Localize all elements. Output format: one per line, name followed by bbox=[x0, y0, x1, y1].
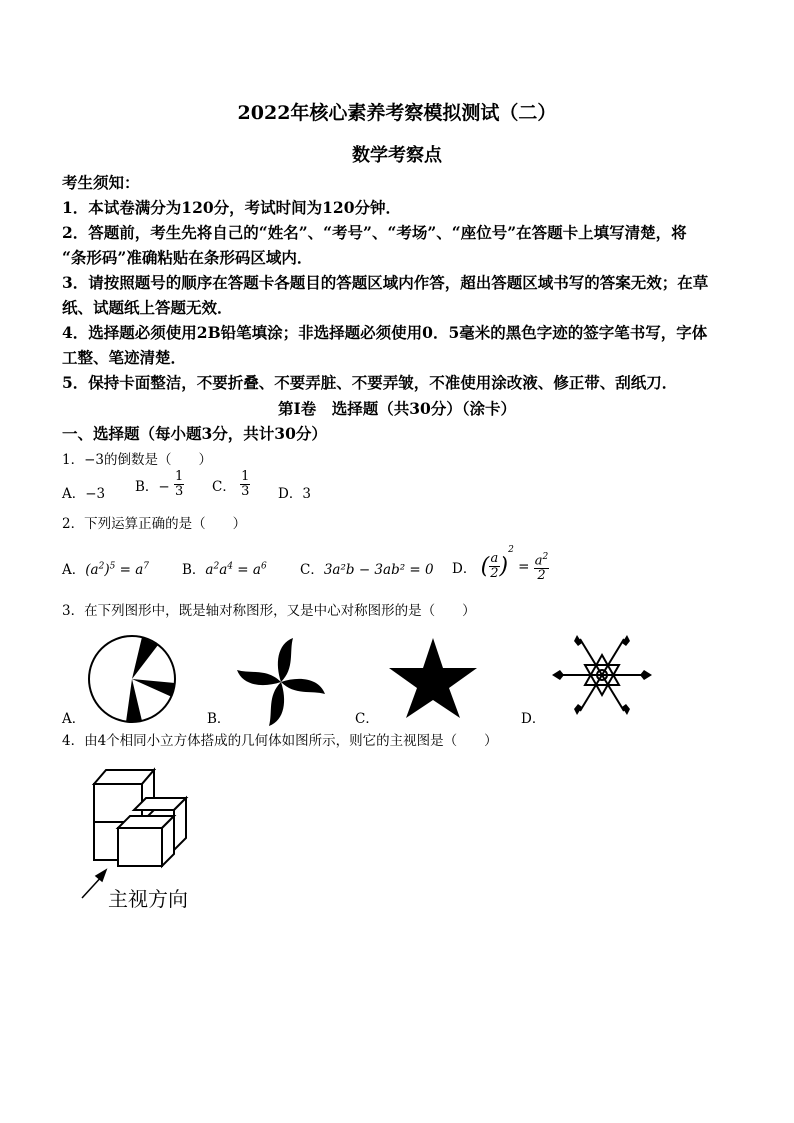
fraction-denominator: 3 bbox=[241, 484, 250, 499]
fraction bbox=[240, 470, 250, 499]
page-subtitle: 数学考察点 bbox=[352, 145, 442, 166]
question-1-stem: 1．−3的倒数是（ ） bbox=[62, 452, 212, 468]
notice-item: 2．答题前，考生先将自己的“姓名”、“考号”、“考场”、“座位号”在答题卡上填写清楚，将 bbox=[62, 223, 687, 242]
fraction-denominator: 2 bbox=[537, 568, 546, 584]
view-direction-label: 主视方向 bbox=[108, 887, 188, 911]
fraction-numerator: a bbox=[490, 551, 499, 566]
fraction bbox=[534, 550, 550, 583]
fraction-numerator: 1 bbox=[241, 469, 250, 484]
circle-sectors-figure bbox=[86, 633, 178, 725]
fraction-denominator: 3 bbox=[175, 484, 184, 499]
page-title: 2022年核心素养考察模拟测试（二） bbox=[237, 102, 557, 124]
q2-option-a-label: A． bbox=[62, 562, 86, 578]
notice-item: 3．请按照题号的顺序在答题卡各题目的答题区域内作答，超出答题区域书写的答案无效；在草 bbox=[62, 273, 709, 292]
q2-option-d bbox=[452, 545, 549, 583]
notice-heading: 考生须知： bbox=[62, 173, 140, 192]
q3-option-c-label: C． bbox=[355, 711, 379, 727]
q1-option-a: A．−3 bbox=[62, 486, 106, 502]
notice-item: 纸、试题纸上答题无效． bbox=[62, 298, 233, 317]
question-3-stem: 3．在下列图形中，既是轴对称图形，又是中心对称图形的是（ ） bbox=[62, 603, 476, 619]
fraction bbox=[489, 552, 499, 581]
fraction bbox=[174, 470, 184, 499]
notice-item: “条形码”准确粘贴在条形码区域内． bbox=[62, 248, 313, 267]
math-expression: 3a²b − 3ab² = 0 bbox=[323, 562, 434, 578]
fraction-numerator: 1 bbox=[175, 469, 184, 484]
q1-option-c bbox=[212, 470, 250, 499]
paren-close: ) bbox=[499, 554, 509, 579]
star-figure bbox=[385, 636, 481, 720]
q2-option-a bbox=[62, 558, 149, 578]
notice-item: 1．本试卷满分为120分，考试时间为120分钟． bbox=[62, 198, 401, 217]
q1-option-b bbox=[135, 470, 184, 499]
q2-option-b-label: B． bbox=[182, 562, 206, 578]
notice-item: 工整、笔迹清楚． bbox=[62, 348, 187, 367]
q3-option-a-label: A． bbox=[62, 711, 86, 727]
math-expression: $a^2a^4 = a^6$ bbox=[205, 561, 267, 578]
fraction-denominator: 2 bbox=[490, 566, 499, 581]
q1-option-d: D．3 bbox=[278, 486, 311, 502]
equals-sign: = bbox=[518, 558, 530, 575]
q1-option-c-label: C． bbox=[212, 478, 236, 495]
q3-option-b-label: B． bbox=[207, 711, 231, 727]
snowflake-figure bbox=[550, 633, 654, 717]
pinwheel-figure bbox=[232, 633, 330, 731]
q1-option-b-label: B．− bbox=[135, 478, 170, 495]
math-expression: $(a^2)^5 = a^7$ bbox=[85, 561, 150, 578]
section-heading: 一、选择题（每小题3分，共计30分） bbox=[62, 424, 327, 443]
notice-item: 5．保持卡面整洁，不要折叠、不要弄脏、不要弄皱，不准使用涂改液、修正带、刮纸刀． bbox=[62, 373, 678, 392]
q2-option-d-label: D． bbox=[452, 560, 477, 577]
q2-option-c-label: C． bbox=[300, 562, 324, 578]
q3-option-d-label: D． bbox=[521, 711, 546, 727]
question-4-stem: 4．由4个相同小立方体搭成的几何体如图所示，则它的主视图是（ ） bbox=[62, 733, 498, 749]
notice-item: 4．选择题必须使用2B铅笔填涂；非选择题必须使用0．5毫米的黑色字迹的签字笔书写，字体 bbox=[62, 323, 708, 342]
exponent: 2 bbox=[508, 545, 514, 555]
q2-option-b bbox=[182, 558, 267, 578]
paren-open: ( bbox=[480, 554, 490, 579]
question-2-stem: 2．下列运算正确的是（ ） bbox=[62, 516, 247, 532]
part-title: 第Ⅰ卷 选择题（共30分）（涂卡） bbox=[277, 399, 517, 418]
q2-option-c bbox=[300, 558, 434, 578]
fraction-numerator: $a^2$ bbox=[534, 551, 549, 569]
